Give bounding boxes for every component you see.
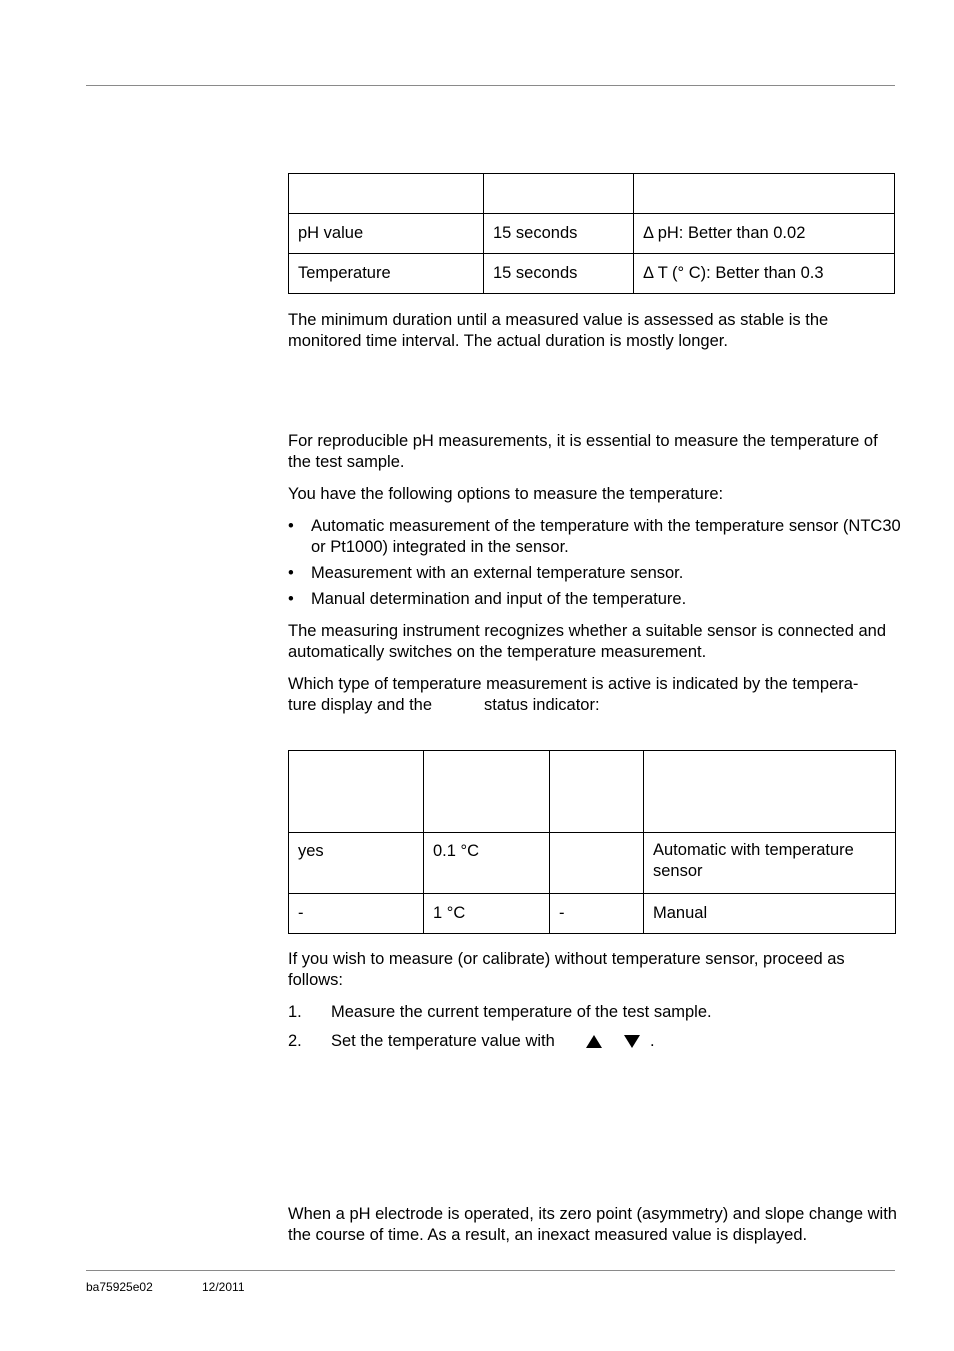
temperature-mode-table [288,750,896,934]
bullet-icon: • [288,590,294,608]
table-row [289,254,895,294]
stability-table [288,173,895,294]
indicator-paragraph-line2b: status indicator: [484,696,600,714]
bullet-icon: • [288,517,294,535]
table-row [289,894,896,934]
indicator-paragraph-line1: Which type of temperature measurement is active is indicated by the tempera- [288,675,859,693]
table-cell: yes [289,833,424,894]
table-cell [289,174,484,214]
table-cell [424,751,550,833]
table-cell [634,174,895,214]
table-cell: 1 °C [424,894,550,934]
indicator-paragraph-line2a: ture display and the [288,696,433,714]
table-cell [550,751,644,833]
table-cell: 15 seconds [484,214,634,254]
stability-note: The minimum duration until a measured value is assessed as stable is the monitored time interval. The actual duration is mostly longer. [288,311,829,350]
table-header-row [289,751,896,833]
table-cell: Δ pH: Better than 0.02 [634,214,895,254]
table-cell: 0.1 °C [424,833,550,894]
table-cell: 15 seconds [484,254,634,294]
table-cell [550,833,644,894]
table-cell: - [289,894,424,934]
temperature-intro-paragraph: For reproducible pH measurements, it is essential to measure the temperature of the test sample. [288,432,878,471]
list-item: Manual determination and input of the temperature. [311,590,687,608]
header-rule [86,85,895,86]
step-number: 2. [288,1032,302,1050]
table-cell: pH value [289,214,484,254]
down-arrow-key-icon [624,1035,640,1048]
list-item: Automatic measurement of the temperature with the temperature sensor (NTC30 or Pt1000) integrated in the sensor. [311,517,901,556]
step-text: Set the temperature value with [331,1032,555,1050]
manual-temperature-intro: If you wish to measure (or calibrate) without temperature sensor, proceed as follows: [288,950,845,989]
table-header-row [289,174,895,214]
calibration-intro-paragraph: When a pH electrode is operated, its zero point (asymmetry) and slope change with the course of time. As a result, an inexact measured value is displayed. [288,1205,897,1244]
bullet-icon: • [288,564,294,582]
table-cell: Δ T (° C): Better than 0.3 [634,254,895,294]
step-text: Measure the current temperature of the test sample. [331,1003,712,1021]
table-cell: Temperature [289,254,484,294]
table-cell [289,751,424,833]
up-arrow-key-icon [586,1035,602,1048]
footer-rule [86,1270,895,1271]
step-suffix: . [650,1032,655,1050]
step-number: 1. [288,1003,302,1021]
table-row [289,214,895,254]
footer-doc-id: ba75925e02 [86,1280,153,1294]
footer-date: 12/2011 [202,1280,245,1294]
table-cell: Automatic with temperature sensor [644,833,896,894]
table-row [289,833,896,894]
table-cell: Manual [644,894,896,934]
temperature-options-intro: You have the following options to measure the temperature: [288,485,724,503]
list-item: Measurement with an external temperature sensor. [311,564,684,582]
table-cell [644,751,896,833]
sensor-recognition-paragraph: The measuring instrument recognizes whether a suitable sensor is connected and automatically switches on the temperature measurement. [288,622,886,661]
table-cell [484,174,634,214]
table-cell: - [550,894,644,934]
